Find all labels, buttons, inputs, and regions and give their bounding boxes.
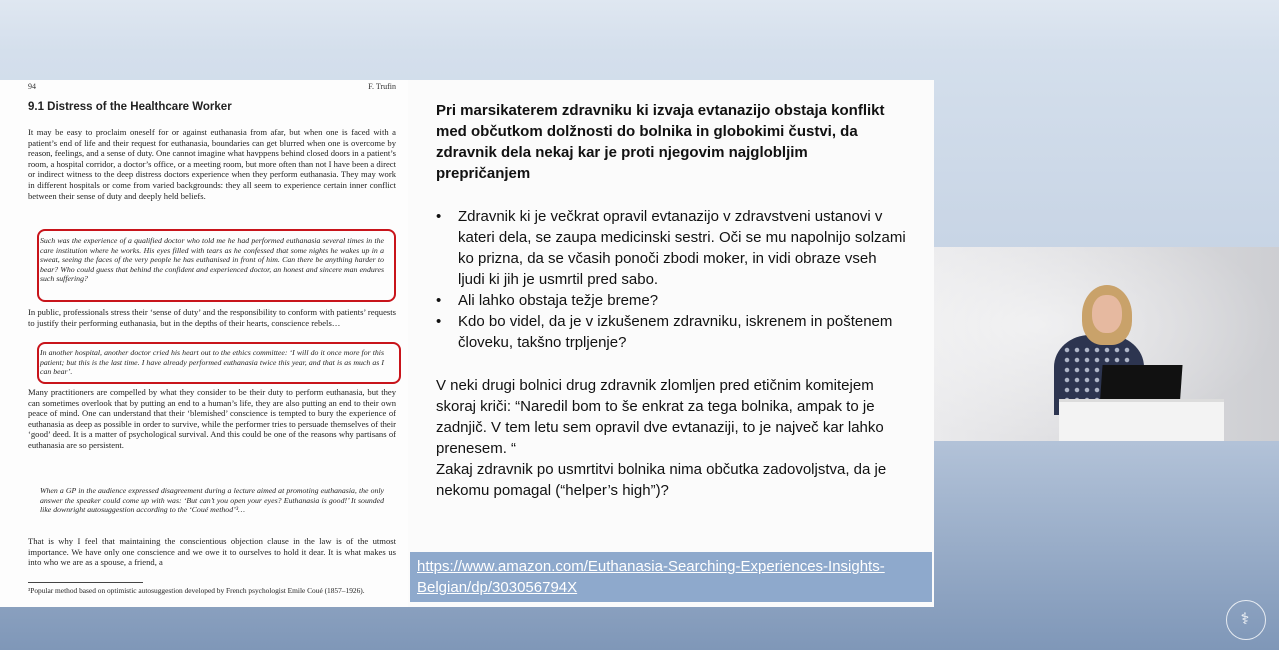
footnote-rule <box>28 582 143 583</box>
bullet-item <box>436 290 906 311</box>
book-paragraph-1: It may be easy to proclaim oneself for or against euthanasia from afar, but when one is faced with a patient’s end of life and their request for euthanasia, boundaries can get blurred when one is overcome by reason, feelings, and a sense of duty. One cannot imagine what havppens behind closed doors in a patient’s room, a hospital corridor, a doctor’s office, or a meeting room, but more often than not I have been a direct or indirect witness to the deep distress doctors experience when they perform euthanasia. They may work in different hospitals or come from varied backgrounds: they all seem to experience certain inner conflict between their sense of duty and deeply held beliefs. <box>28 127 396 201</box>
bullet-item <box>436 311 906 353</box>
slide-heading: Pri marsikaterem zdravniku ki izvaja evtanazijo obstaja konflikt med občutkom dolžnosti do bolnika in globokimi čustvi, da zdravnik dela nekaj kar je proti njegovim najglobljim prepričanjem <box>436 102 885 182</box>
book-section-title: 9.1 Distress of the Healthcare Worker <box>28 101 232 113</box>
bullet-text: Zdravnik ki je večkrat opravil evtanazijo v zdravstveni ustanovi v kateri dela, se zaupa medicinski sestri. Oči se mu napolnijo solzami ko prizna, da se včasih ponoči zbodi moker, in vidi obraze vseh ljudi ki jih je usmrtil pred sabo. <box>458 208 906 288</box>
presentation-slide <box>0 80 934 607</box>
bullet-marker: • <box>436 313 442 330</box>
book-page-number: 94 <box>28 82 36 91</box>
bullet-text: Ali lahko obstaja težje breme? <box>458 292 659 309</box>
bullet-marker: • <box>436 208 442 225</box>
podium <box>1059 399 1224 441</box>
bullet-text: Kdo bo videl, da je v izkušenem zdravniku, iskrenem in poštenem človeku, takšno trpljenje? <box>458 313 893 351</box>
caduceus-icon: ⚕ <box>1240 609 1250 628</box>
book-footnote: ³Popular method based on optimistic autosuggestion developed by French psychologist Emile Coué (1857–1926). <box>28 586 365 595</box>
bullet-item <box>436 206 906 290</box>
source-link-box <box>410 552 932 602</box>
slide-paragraph-line-1: V neki drugi bolnici drug zdravnik zlomljen pred etičnim komitejem skoraj kriči: “Naredil bom to še enkrat za tega bolnika, ampak to je zadnjič. V tem letu sem opravil dve evtanaziji, to je največ kar lahko prenesem. “ <box>436 377 884 457</box>
slide-paragraph <box>436 375 906 501</box>
book-paragraph-2: In public, professionals stress their ‘sense of duty’ and the responsibility to conform with patients’ requests to justify their performing euthanasia, but in the depths of their hearts, conscience rebels… <box>28 307 396 328</box>
slide-bullet-list <box>436 206 906 353</box>
book-page-image <box>0 80 408 607</box>
speaker-video <box>934 247 1279 441</box>
speaker-face <box>1092 295 1122 333</box>
book-paragraph-3: Many practitioners are compelled by what they consider to be their duty to perform euthanasia, but they can sometimes overlook that by putting an end to a human’s life, they are also putting an end to their own peace of mind. One can understand that their ‘blemished’ conscience is tempted to bury the experience of euthanasia as deep as possible in order to survive, while the performer tries to persuade themselves of their ‘good’ deed. It is a matter of psychological survival. And this could be one of the reasons why partisans of euthanasia are so persistent. <box>28 387 396 450</box>
book-quote-1: Such was the experience of a qualified doctor who told me he had performed euthanasia several times in the care institution where he works. His eyes filled with tears as he confessed that some nights he wakes up in a sweat, seeing the faces of the very people he has euthanised in front of him. Can there be anything harder to bear? Who could guess that behind the confident and experienced doctor, an honest and sincere man endures such suffering? <box>40 236 384 284</box>
caduceus-seal-icon <box>1226 600 1266 640</box>
book-quote-3: When a GP in the audience expressed disagreement during a lecture aimed at promoting euthanasia, the only answer the speaker could come up with was: ‘But can’t you open your eyes? Euthanasia is good!’ It sounded like downright autosuggestion according to the ‘Coué method’³… <box>40 486 384 515</box>
book-paragraph-4: That is why I feel that maintaining the conscientious objection clause in the law is of the utmost importance. We have only one conscience and we owe it to ourselves to hold it dear. It is what makes us into who we are as a spouse, a friend, a <box>28 536 396 568</box>
source-link[interactable]: https://www.amazon.com/Euthanasia-Searching-Experiences-Insights-Belgian/dp/303056794X <box>417 558 885 596</box>
bullet-marker: • <box>436 292 442 309</box>
slide-paragraph-line-2: Zakaj zdravnik po usmrtitvi bolnika nima občutka zadovoljstva, da je nekomu pomagal (“helper’s high”)? <box>436 461 887 499</box>
book-quote-2: In another hospital, another doctor cried his heart out to the ethics committee: ‘I will do it once more for this patient; but this is the last time. I have already performed euthanasia twice this year, and that is as much as I can bear’. <box>40 348 384 377</box>
book-author: F. Trufin <box>368 82 396 91</box>
